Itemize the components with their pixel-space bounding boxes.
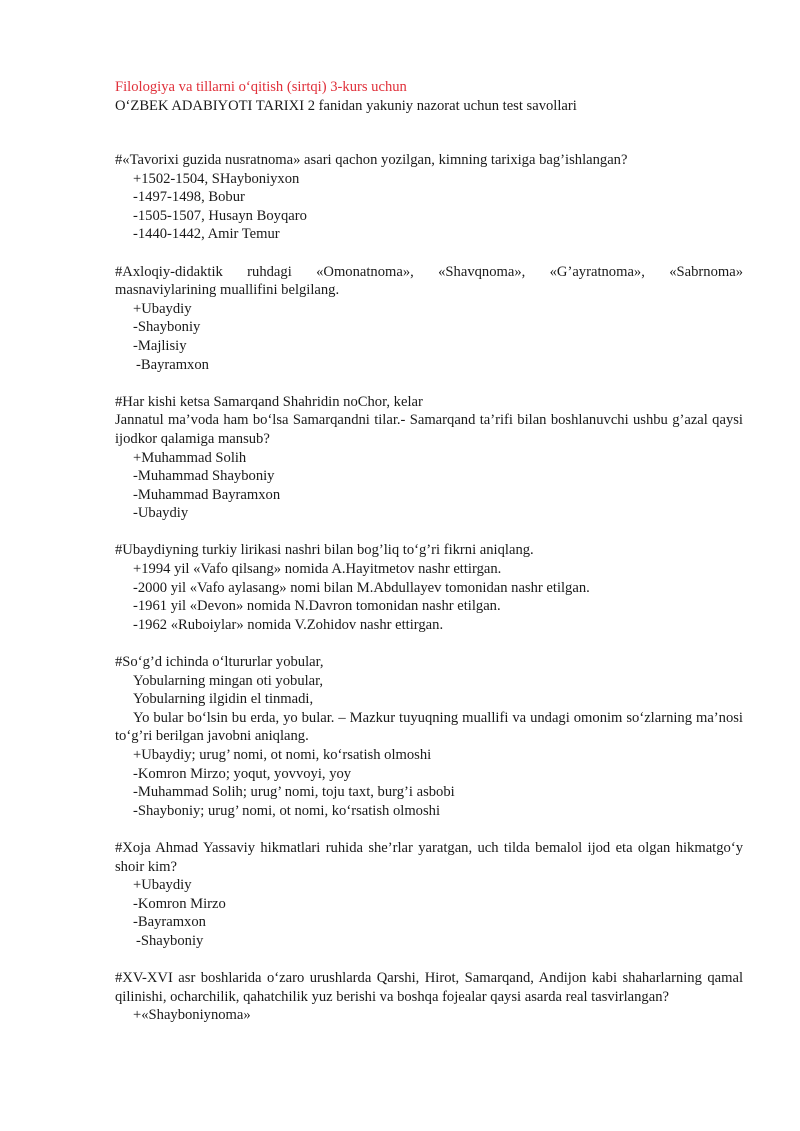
question-text <box>115 263 743 300</box>
question-text <box>115 969 743 1006</box>
question-line: Jannatul ma’voda ham bo‘lsa Samarqandni tilar.- Samarqand ta’rifi bilan boshlanuvchi ushbu g’azal qaysi ijodkor qalamiga mansub? <box>115 412 743 447</box>
answer-option-correct: +Ubaydiy <box>133 300 192 317</box>
question-line: Yobularning ilgidin el tinmadi, <box>133 691 314 708</box>
answer-option: -Shayboniy; urug’ nomi, ot nomi, ko‘rsatish olmoshi <box>133 802 440 819</box>
question-text <box>115 541 743 560</box>
answer-option: -1505-1507, Husayn Boyqaro <box>133 207 307 224</box>
question-line: #Ubaydiyning turkiy lirikasi nashri bilan bog’liq to‘g’ri fikrni aniqlang. <box>115 542 534 559</box>
question-block <box>115 393 743 523</box>
answer-option: -1961 yil «Devon» nomida N.Davron tomonidan nashr etilgan. <box>133 598 501 615</box>
answer-option: -Komron Mirzo; yoqut, yovvoyi, yoy <box>133 765 352 782</box>
answer-option: -Komron Mirzo <box>133 895 226 912</box>
answer-option: -Bayramxon <box>136 356 209 373</box>
answer-option: -Bayramxon <box>133 914 206 931</box>
question-line: #So‘g’d ichinda o‘ltururlar yobular, <box>115 654 324 671</box>
answer-option-correct: +«Shayboniynoma» <box>133 1007 251 1024</box>
answer-option: -1962 «Ruboiylar» nomida V.Zohidov nashr ettirgan. <box>133 616 444 633</box>
question-text <box>115 393 743 449</box>
question-block <box>115 839 743 951</box>
question-line: Yo bular bo‘lsin bu erda, yo bular. – Mazkur tuyuqning muallifi va undagi omonim so‘zlarning ma’nosi to‘g’ri berilgan javobni aniqlang. <box>115 709 743 745</box>
question-text <box>115 839 743 876</box>
question-line: #Har kishi ketsa Samarqand Shahridin noChor, kelar <box>115 393 423 410</box>
answer-option: -Shayboniy <box>133 319 201 336</box>
answer-option-correct: +Ubaydiy <box>133 877 192 894</box>
question-block <box>115 969 743 1025</box>
answer-option-correct: +Ubaydiy; urug’ nomi, ot nomi, ko‘rsatish olmoshi <box>133 747 432 763</box>
answer-option: -Muhammad Bayramxon <box>133 486 281 503</box>
answer-option-correct: +Muhammad Solih <box>133 449 247 466</box>
answer-option: -Muhammad Solih; urug’ nomi, toju taxt, burg’i asbobi <box>133 784 455 801</box>
question-line: #Xoja Ahmad Yassaviy hikmatlari ruhida she’rlar yaratgan, uch tilda bemalol ijod eta olgan hikmatgo‘y shoir kim? <box>115 839 743 875</box>
course-line: Filologiya va tillarni o‘qitish (sirtqi) 3-kurs uchun <box>115 79 407 95</box>
answer-option: -1440-1442, Amir Temur <box>133 226 280 243</box>
question-block <box>115 151 743 244</box>
answer-option: -1497-1498, Bobur <box>133 189 245 206</box>
question-line: #Axloqiy-didaktik ruhdagi «Omonatnoma», «Shavqnoma», «G’ayratnoma», «Sabrnoma» masnaviylarining muallifini belgilang. <box>115 263 743 299</box>
document-title: O‘ZBEK ADABIYOTI TARIXI 2 fanidan yakuniy nazorat uchun test savollari <box>115 97 577 114</box>
question-line: #«Tavorixi guzida nusratnoma» asari qachon yozilgan, kimning tarixiga bag’ishlangan? <box>115 152 628 168</box>
question-block <box>115 541 743 634</box>
question-list <box>115 151 743 1044</box>
answer-option: -Ubaydiy <box>133 505 189 522</box>
answer-option: -Shayboniy <box>136 932 204 949</box>
question-line: Yobularning mingan oti yobular, <box>133 672 324 689</box>
answer-option: -2000 yil «Vafo aylasang» nomi bilan M.Abdullayev tomonidan nashr etilgan. <box>133 579 590 596</box>
answer-option-correct: +1994 yil «Vafo qilsang» nomida A.Hayitmetov nashr ettirgan. <box>133 561 502 578</box>
answer-option: -Muhammad Shayboniy <box>133 468 275 485</box>
answer-option-correct: +1502-1504, SHayboniyxon <box>133 170 300 187</box>
document-header <box>115 78 745 115</box>
question-text <box>115 653 743 746</box>
question-block <box>115 263 743 375</box>
question-text <box>115 151 743 170</box>
question-block <box>115 653 743 820</box>
answer-option: -Majlisiy <box>133 337 187 354</box>
question-line: #XV-XVI asr boshlarida o‘zaro urushlarda Qarshi, Hirot, Samarqand, Andijon kabi shaharlarning qamal qilinishi, ocharchilik, qahatchilik yuz berishi va boshqa fojealar qaysi asarda real tasvirlangan? <box>115 970 743 1005</box>
